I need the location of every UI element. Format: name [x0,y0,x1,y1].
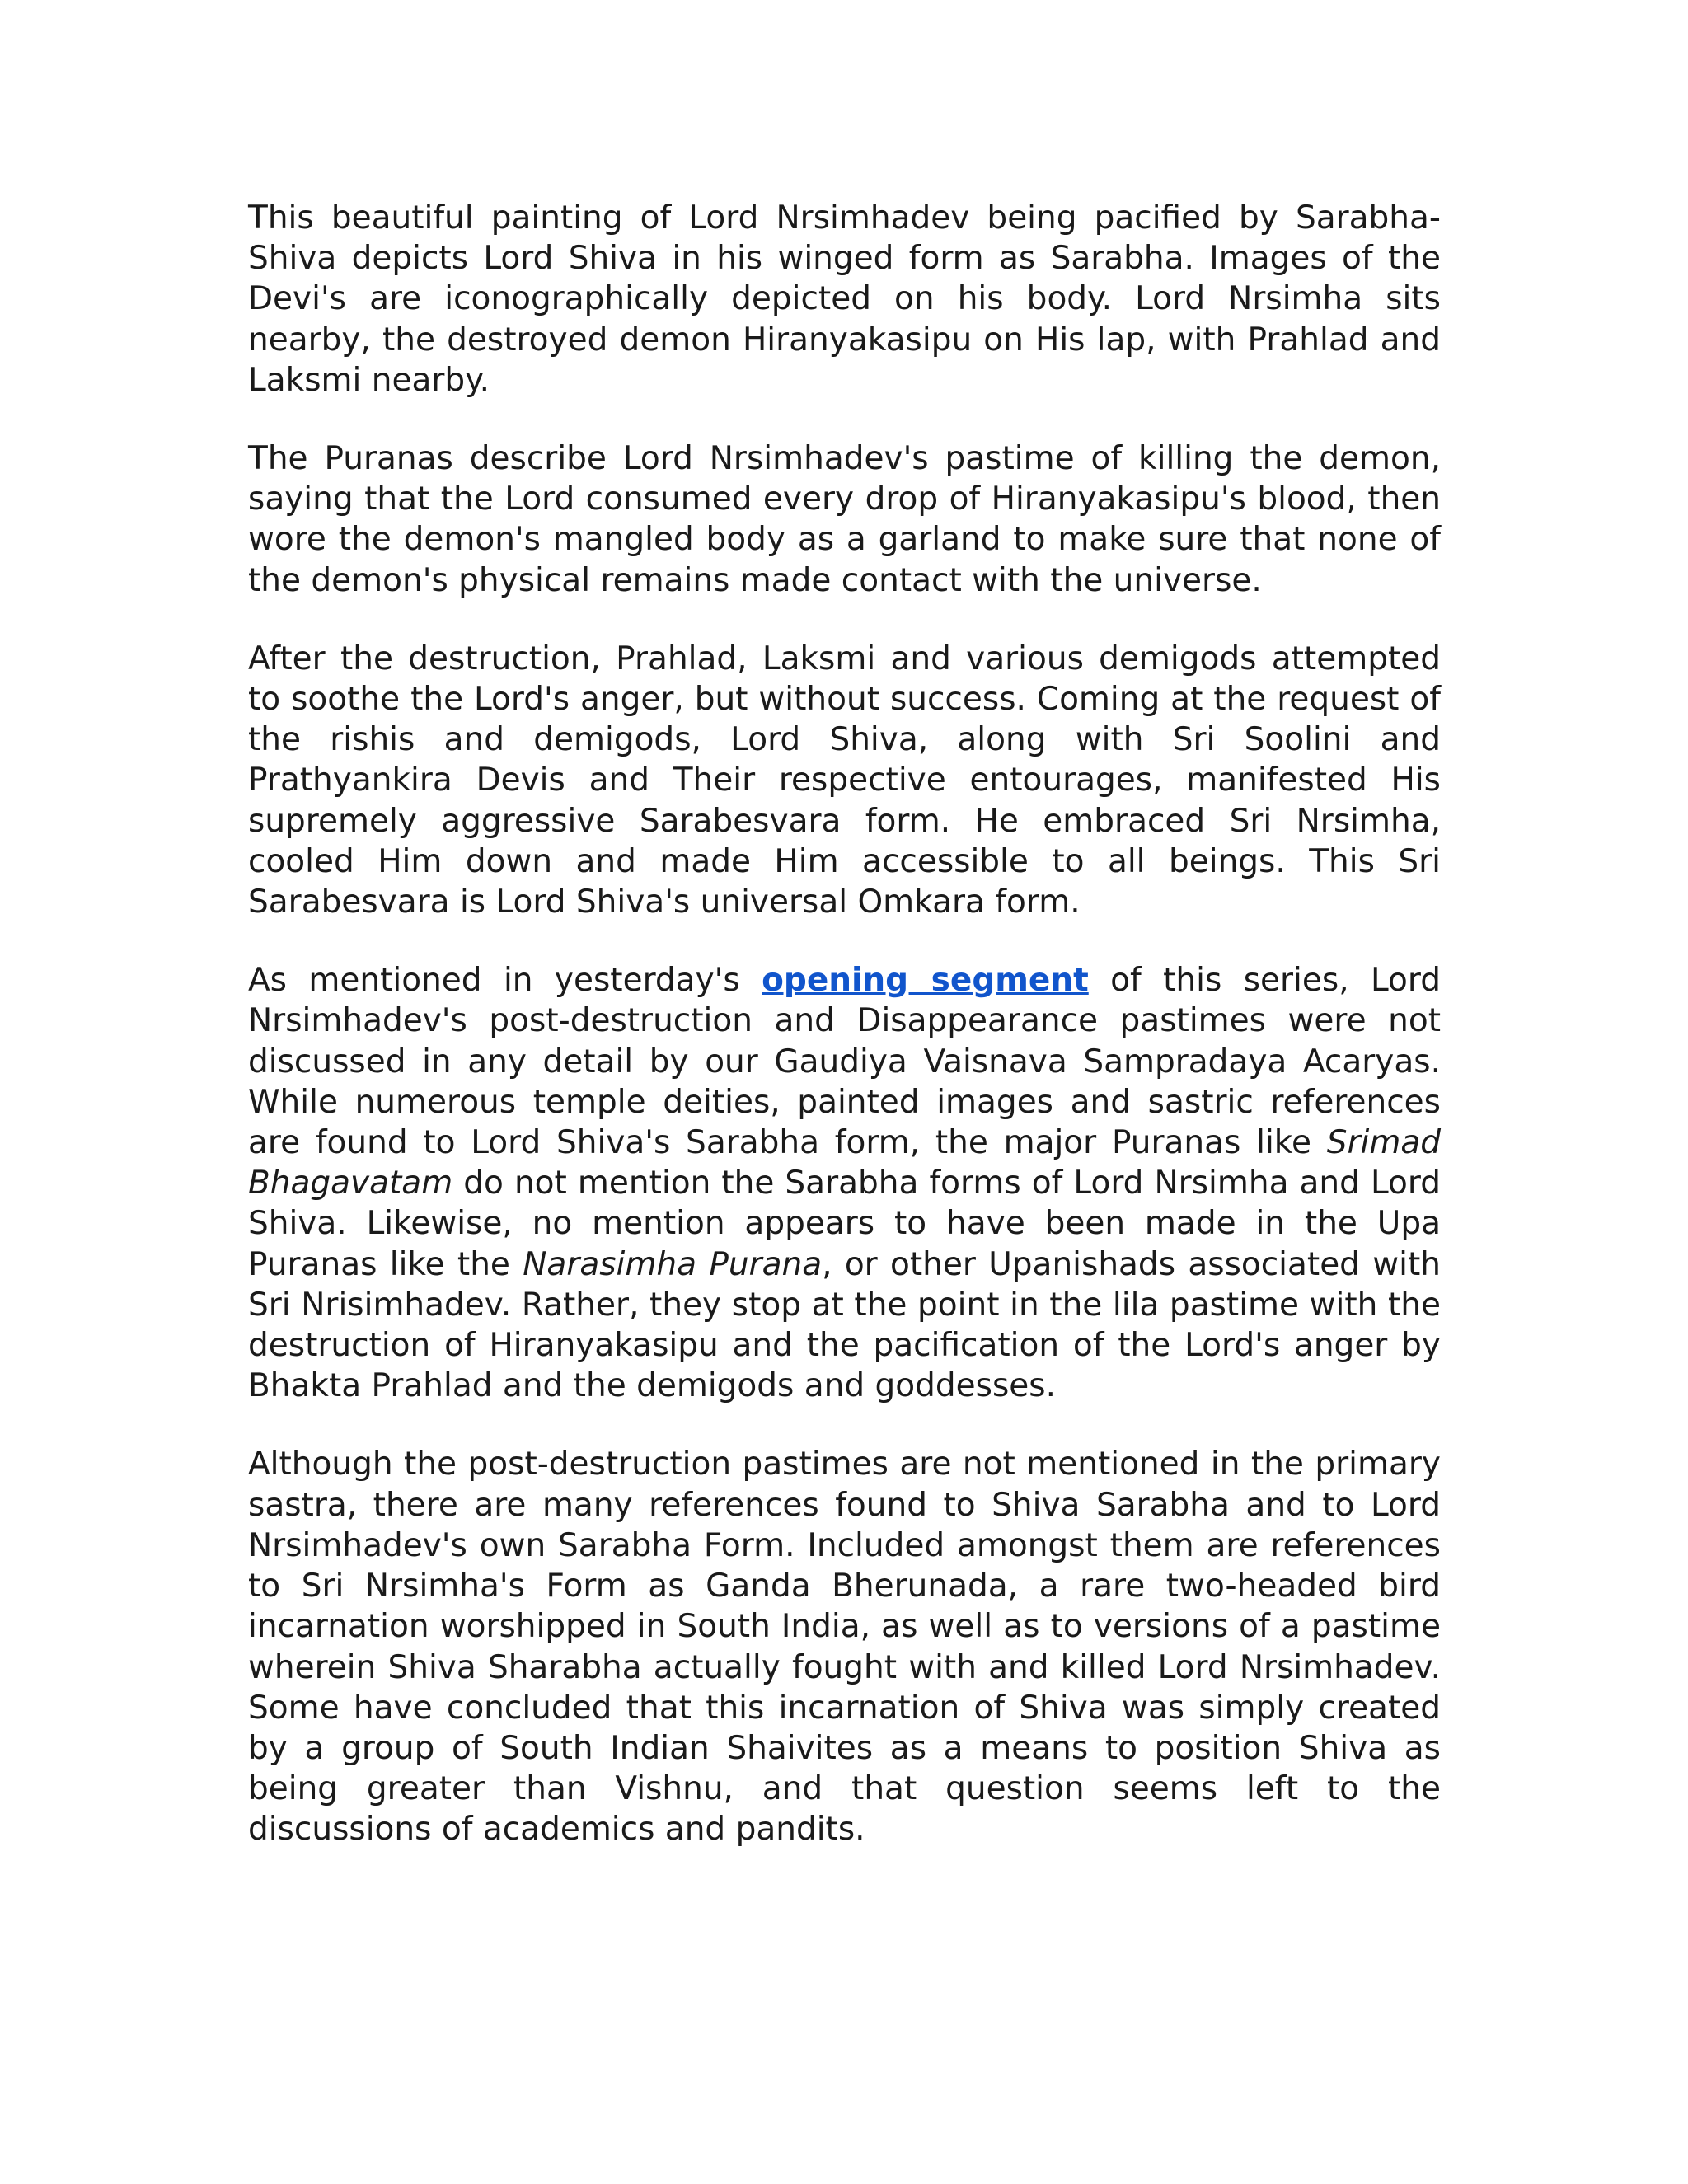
paragraph-painting-description: This beautiful painting of Lord Nrsimhadev being pacified by Sarabha-Shiva depicts Lord Shiva in his winged form as Sarabha. Images of the Devi's are iconographically depicted on his body. Lord Nrsimha sits nearby, the destroyed demon Hiranyakasipu on His lap, with Prahlad and Laksmi nearby. [248,199,1441,399]
paragraph-post-destruction: Although the post-destruction pastimes are not mentioned in the primary sastra, there are many references found to Shiva Sarabha and to Lord Nrsimhadev's own Sarabha Form. Included amongst them are references to Sri Nrsimha's Form as Ganda Bherunada, a rare two-headed bird incarnation worshipped in South India, as well as to versions of a pastime wherein Shiva Sharabha actually fought with and killed Lord Nrsimhadev. Some have concluded that this incarnation of Shiva was simply created by a group of South Indian Shaivites as a means to position Shiva as being greater than Vishnu, and that question seems left to the discussions of academics and pandits. [248,1446,1441,1849]
italic-srimad-bhagavatam: Srimad Bhagavatam [248,1124,1441,1202]
italic-narasimha-purana: Narasimha Purana [523,1245,823,1283]
paragraph-puranas-pastime: The Puranas describe Lord Nrsimhadev's pastime of killing the demon, saying that the Lord consumed every drop of Hiranyakasipu's blood, then wore the demon's mangled body as a garland to make sure that none of the demon's physical remains made contact with the universe. [248,440,1441,599]
opening-segment-link[interactable]: opening segment [762,962,1089,1000]
paragraph-opening-segment [248,960,1441,1406]
text-after-link: of this series, Lord Nrsimhadev's post-destruction and Disappearance pastimes were not discussed in any detail by our Gaudiya Vaisnava Sampradaya Acaryas. While numerous temple deities, painted images and sastric references are found to Lord Shiva's Sarabha form, the major Puranas like [248,962,1441,1162]
text-end: , or other Upanishads associated with Sri Nrisimhadev. Rather, they stop at the point in the lila pastime with the destruction of Hiranyakasipu and the pacification of the Lord's anger by Bhakta Prahlad and the demigods and goddesses. [248,1245,1441,1405]
text-before-link: As mentioned in yesterday's [248,962,762,1000]
text-mid: do not mention the Sarabha forms of Lord Nrsimha and Lord Shiva. Likewise, no mention appears to have been made in the Upa Puranas like the [248,1165,1441,1283]
paragraph-sarabesvara-form: After the destruction, Prahlad, Laksmi and various demigods attempted to soothe the Lord's anger, but without success. Coming at the request of the rishis and demigods, Lord Shiva, along with Sri Soolini and Prathyankira Devis and Their respective entourages, manifested His supremely aggressive Sarabesvara form. He embraced Sri Nrsimha, cooled Him down and made Him accessible to all beings. This Sri Sarabesvara is Lord Shiva's universal Omkara form. [248,640,1441,921]
document-body [248,198,1441,1888]
